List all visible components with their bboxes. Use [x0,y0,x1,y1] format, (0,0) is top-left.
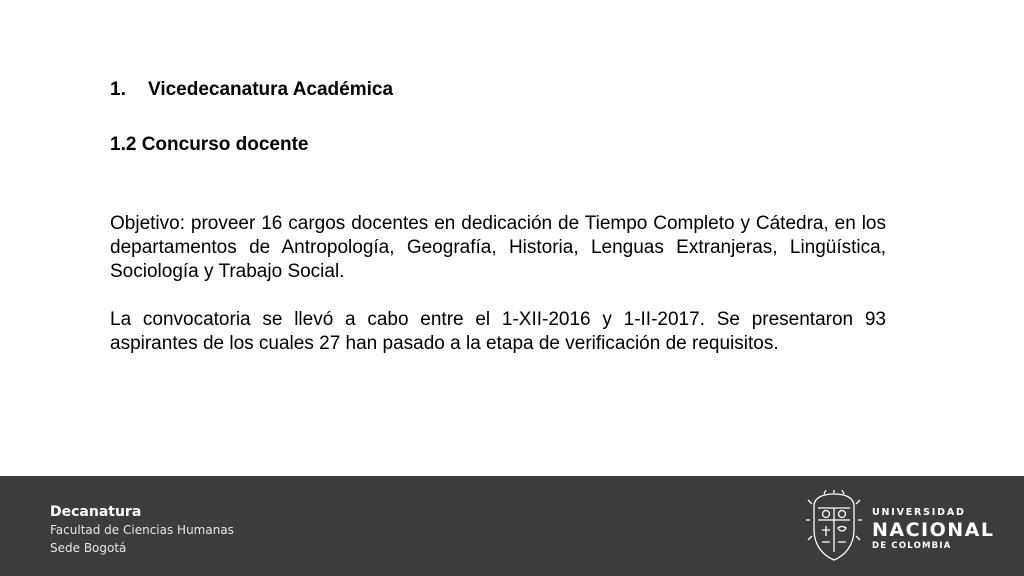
heading-text: Vicedecanatura Académica [148,79,394,100]
campus-name: Sede Bogotá [50,541,127,555]
faculty-block [50,503,234,557]
slide-body [110,78,886,356]
section-heading [110,78,886,102]
faculty-name: Facultad de Ciencias Humanas [50,523,234,537]
objective-paragraph: Objetivo: proveer 16 cargos docentes en dedicación de Tiempo Completo y Cátedra, en los departamentos de Antropología, Geografía, Historia, Lenguas Extranjeras, Lingüística, Sociología y Trabajo Social. [110,213,886,282]
footer-bar [0,476,1024,576]
wordmark-line-2: NACIONAL [872,519,995,541]
university-seal-icon [804,490,864,562]
call-paragraph: La convocatoria se llevó a cabo entre el 1-XII-2016 y 1-II-2017. Se presentaron 93 aspirantes de los cuales 27 han pasado a la etapa de verificación de requisitos. [110,309,886,354]
university-wordmark [872,507,994,552]
subsection-heading: 1.2 Concurso docente [110,134,309,155]
heading-number: 1. [110,79,126,100]
wordmark-line-1: UNIVERSIDAD [872,507,966,518]
faculty-title: Decanatura [50,504,142,520]
wordmark-line-3: DE COLOMBIA [872,541,952,551]
